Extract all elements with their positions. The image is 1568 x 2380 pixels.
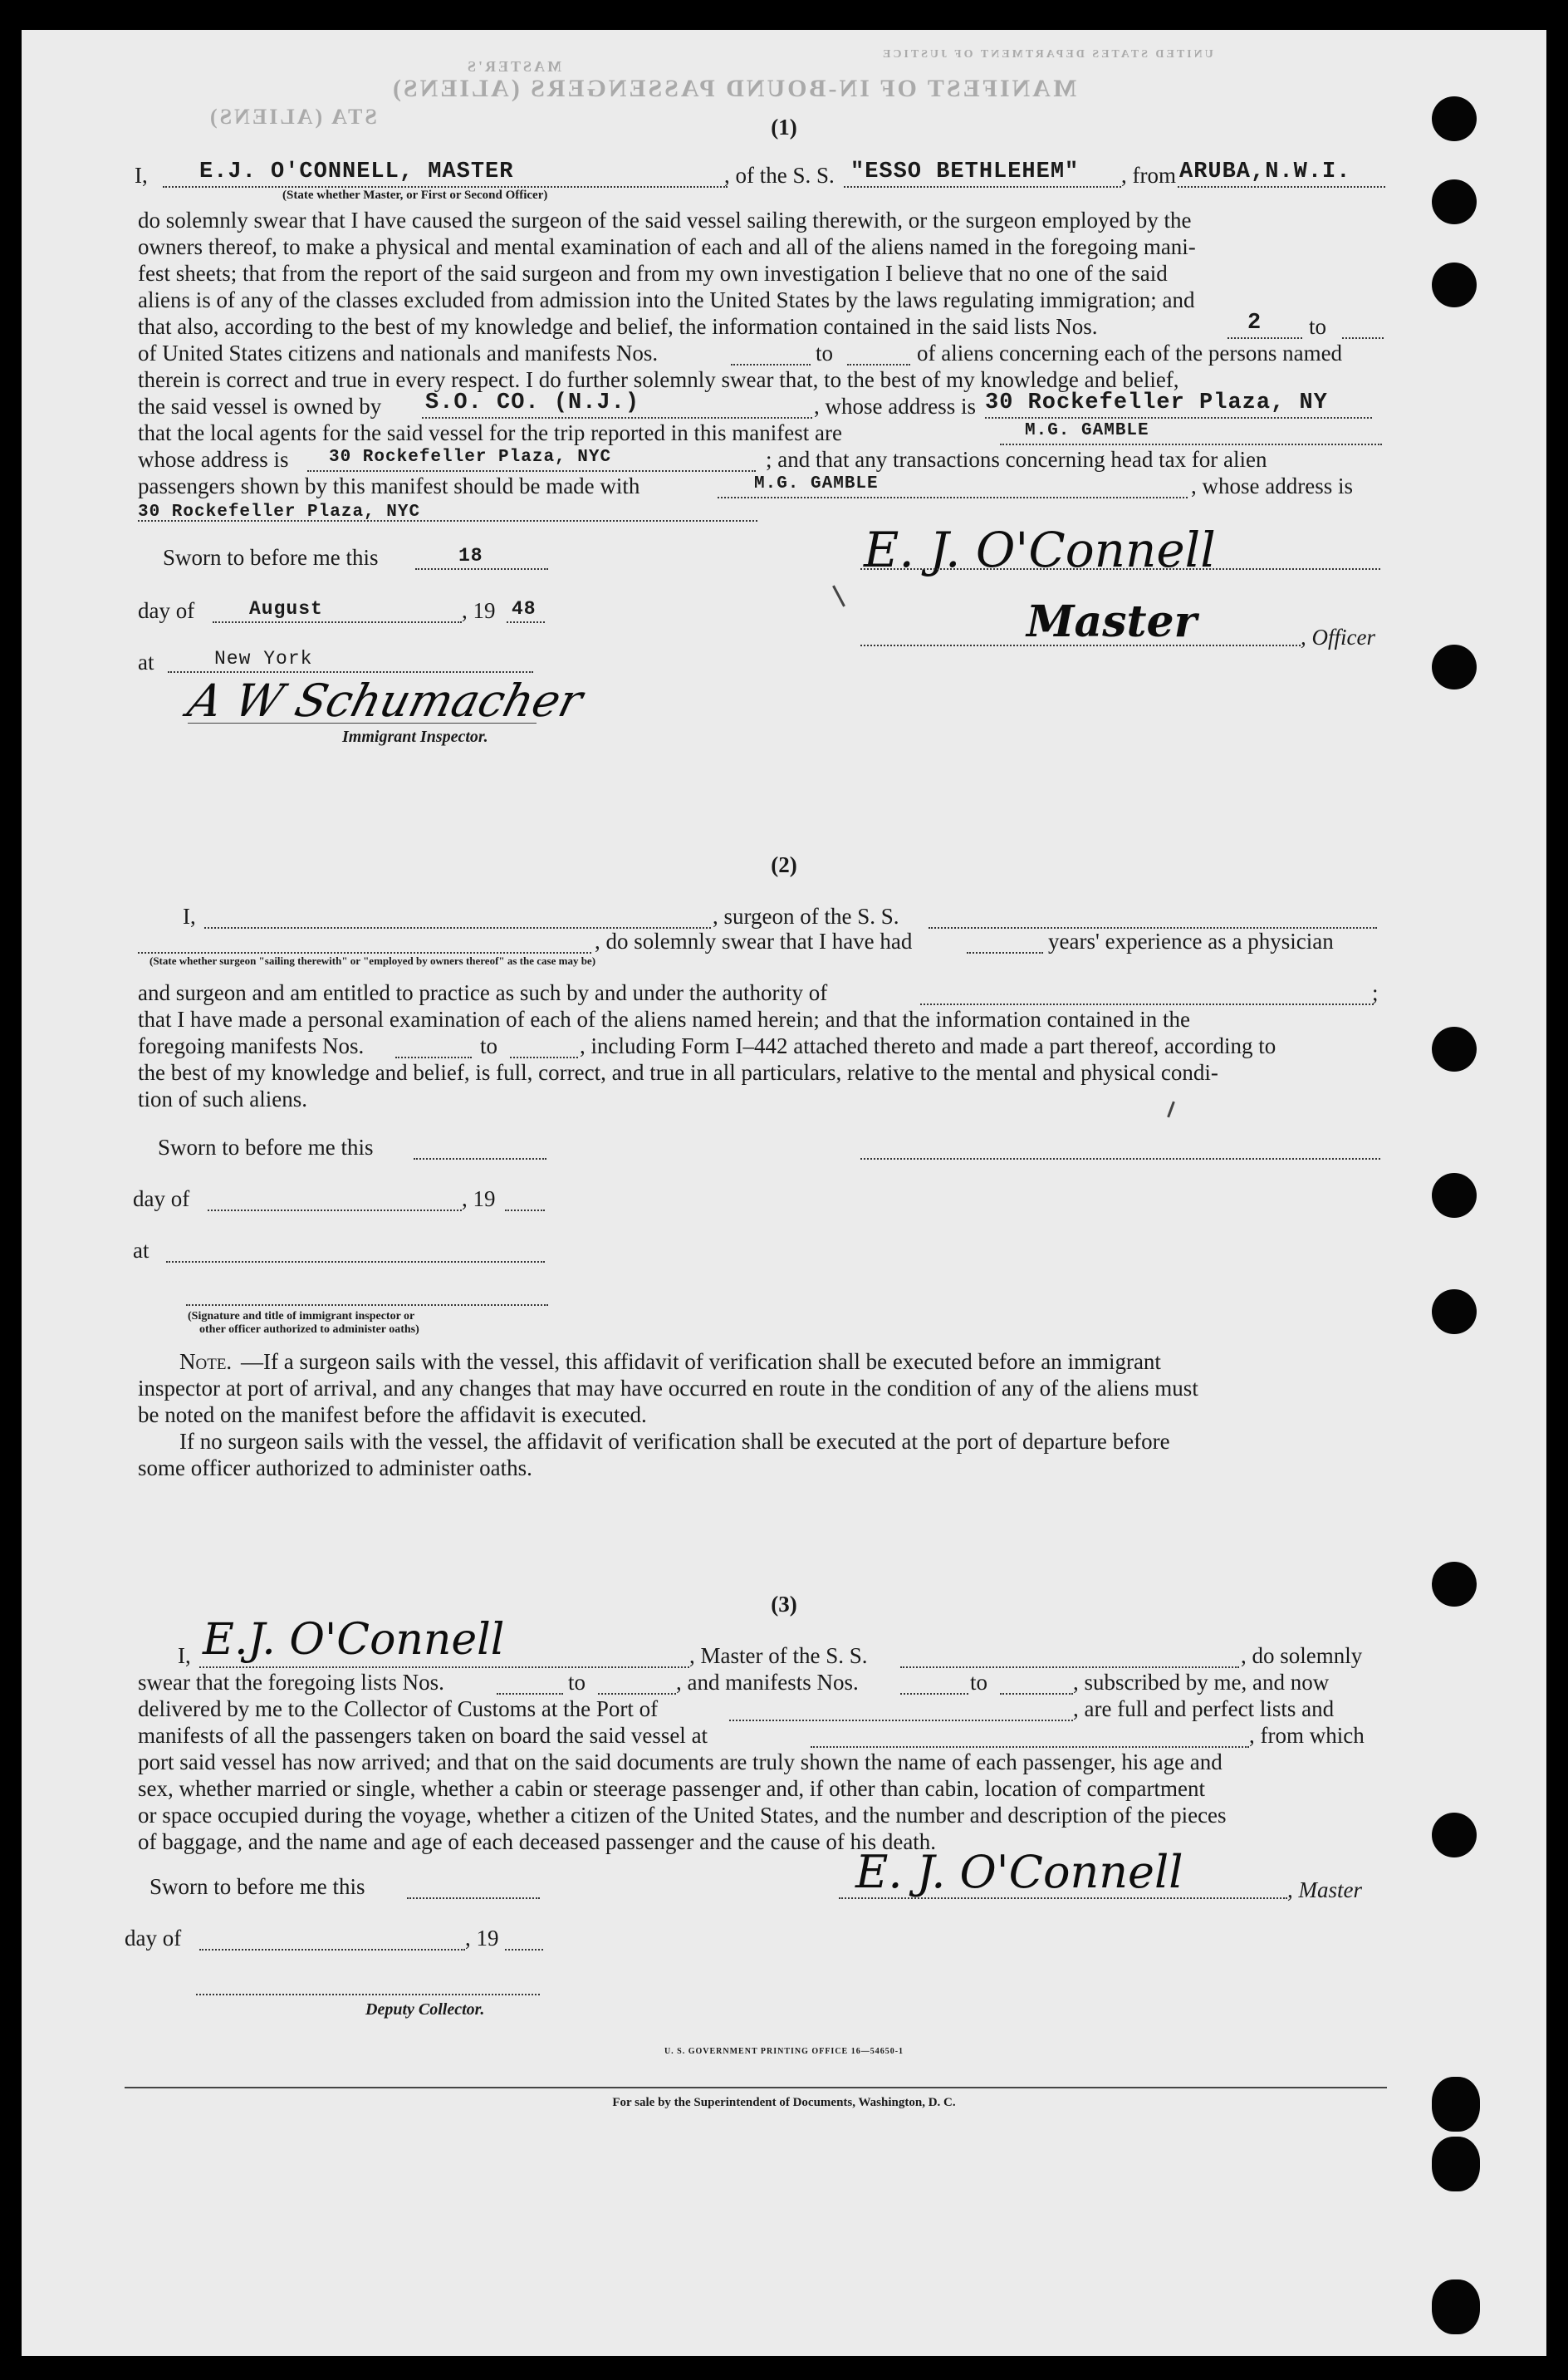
surgeon-i: I, xyxy=(183,904,196,929)
year-field: 48 xyxy=(512,598,537,620)
fill-line xyxy=(505,1949,543,1951)
binder-hole xyxy=(1432,263,1477,307)
fill-line xyxy=(415,568,548,570)
fill-line xyxy=(844,186,1121,188)
binder-hole xyxy=(1432,645,1477,689)
fill-line xyxy=(505,1210,545,1211)
from-label: , from xyxy=(1121,163,1176,188)
fill-line xyxy=(847,364,910,366)
to-label: to xyxy=(480,1033,498,1058)
fill-line xyxy=(860,568,1380,570)
fill-line xyxy=(307,470,756,472)
collector-oath-line: swear that the foregoing lists Nos. xyxy=(138,1670,444,1695)
fill-line xyxy=(166,1261,545,1263)
to-label: to xyxy=(816,341,834,366)
master-i: I, xyxy=(178,1643,191,1668)
sworn-day-field: 18 xyxy=(458,545,483,567)
oath-line: that also, according to the best of my knowledge and belief, the information contained in the said lists Nos. xyxy=(138,314,1098,339)
agent-label: that the local agents for the said vessel for the trip reported in this manifest are xyxy=(138,420,842,445)
at-label: at xyxy=(133,1238,149,1263)
year-prefix: , 19 xyxy=(462,1186,496,1211)
oath-line: of aliens concerning each of the persons named xyxy=(917,341,1343,366)
fill-line xyxy=(196,1994,540,1995)
fill-line xyxy=(1342,337,1384,339)
note-text: —If a surgeon sails with the vessel, this affidavit of verification shall be executed before an immigrant xyxy=(241,1349,1161,1374)
section-3-number: (3) xyxy=(771,1592,797,1617)
signature-note: (Signature and title of immigrant inspector or xyxy=(188,1310,415,1322)
surgeon-oath-line: , including Form I–442 attached thereto and made a part thereof, according to xyxy=(580,1033,1276,1058)
fill-line xyxy=(860,645,1301,646)
footer-rule xyxy=(125,2087,1387,2088)
fill-line xyxy=(598,1693,676,1695)
oath-line: therein is correct and true in every respect. I do further solemnly swear that, to the best of my knowledge and belief, xyxy=(138,367,1179,392)
sale-notice: For sale by the Superintendent of Documents, Washington, D. C. xyxy=(612,2096,956,2109)
fill-line xyxy=(1178,186,1385,188)
oath-line: fest sheets; that from the report of the said surgeon and from my own investigation I believe that no one of the said xyxy=(138,261,1168,286)
month-field: August xyxy=(249,598,323,620)
owner-label: the said vessel is owned by xyxy=(138,394,382,419)
fill-line xyxy=(510,1057,578,1058)
fill-line xyxy=(168,671,533,673)
agent-address-label: whose address is xyxy=(138,447,289,472)
section-1-number: (1) xyxy=(771,115,797,140)
fill-line xyxy=(199,1949,465,1951)
binder-hole xyxy=(1432,1173,1477,1218)
surgeon-note: (State whether surgeon "sailing therewith" or "employed by owners thereof" as the case may be) xyxy=(149,954,596,967)
fill-line xyxy=(860,1158,1380,1160)
note-text: be noted on the manifest before the affidavit is executed. xyxy=(138,1402,647,1427)
owner-address-field: 30 Rockefeller Plaza, NY xyxy=(985,390,1328,415)
master-signature: E.J. O'Connell xyxy=(203,1615,505,1665)
to-label: to xyxy=(970,1670,988,1695)
tax-address-field: 30 Rockefeller Plaza, NYC xyxy=(138,503,421,522)
collector-oath-line: manifests of all the passengers taken on board the said vessel at xyxy=(138,1723,708,1748)
collector-oath-line: , are full and perfect lists and xyxy=(1073,1696,1335,1721)
agent-address-field: 30 Rockefeller Plaza, NYC xyxy=(329,448,612,467)
surgeon-oath-line: and surgeon and am entitled to practice as such by and under the authority of xyxy=(138,980,828,1005)
collector-oath-line: or space occupied during the voyage, whether a citizen of the United States, and the number and description of the pieces xyxy=(138,1803,1227,1828)
fill-line xyxy=(138,520,757,522)
place-field: New York xyxy=(214,648,313,670)
departure-port-field: ARUBA,N.W.I. xyxy=(1179,159,1351,184)
oath-line: of United States citizens and nationals and manifests Nos. xyxy=(138,341,659,366)
fill-line xyxy=(731,364,811,366)
signature-line xyxy=(188,723,537,724)
binder-hole xyxy=(1432,1027,1477,1072)
fill-line xyxy=(208,1210,462,1211)
tax-agent-field: M.G. GAMBLE xyxy=(754,474,879,493)
master-name-field: E.J. O'CONNELL, MASTER xyxy=(199,159,514,184)
collector-oath-line: of baggage, and the name and age of each deceased passenger and the cause of his death. xyxy=(138,1829,937,1854)
bleed-through-dept: UNITED STATES DEPARTMENT OF JUSTICE xyxy=(880,48,1213,61)
fill-line xyxy=(900,1693,968,1695)
master-label: , Master xyxy=(1287,1877,1362,1902)
vessel-name-field: "ESSO BETHLEHEM" xyxy=(850,159,1080,184)
fill-line xyxy=(507,621,545,623)
inspector-signature: A W Schumacher xyxy=(183,675,588,727)
fill-line xyxy=(1000,444,1382,445)
fill-line xyxy=(422,417,812,419)
fill-line xyxy=(811,1746,1249,1748)
binder-hole xyxy=(1432,1813,1477,1857)
binder-hole xyxy=(1432,179,1477,224)
sworn-label: Sworn to before me this xyxy=(149,1874,365,1899)
fill-line xyxy=(186,1304,548,1306)
role-note: (State whether Master, or First or Second Officer) xyxy=(282,189,548,202)
tax-address-label: , whose address is xyxy=(1191,474,1353,498)
lists-number-field: 2 xyxy=(1247,311,1262,336)
collector-oath-line: , from which xyxy=(1249,1723,1365,1748)
binder-hole xyxy=(1432,1289,1477,1334)
fill-line xyxy=(729,1720,1073,1721)
day-of-label: day of xyxy=(138,598,195,623)
binder-hole xyxy=(1432,2279,1480,2334)
master-of-label: , Master of the S. S. xyxy=(689,1643,868,1668)
binder-hole xyxy=(1432,2137,1480,2191)
fill-line xyxy=(199,1666,689,1668)
note-text: some officer authorized to administer oaths. xyxy=(138,1455,532,1480)
semicolon: ; xyxy=(1372,980,1379,1005)
bleed-through-stamp: MASTER'S xyxy=(465,58,562,75)
fill-line xyxy=(839,1897,1287,1899)
day-of-label: day of xyxy=(133,1186,190,1211)
surgeon-of-label: , surgeon of the S. S. xyxy=(713,904,899,929)
note-label: Note. xyxy=(179,1349,233,1374)
officer-label: , Officer xyxy=(1301,625,1375,650)
bleed-through-title: MANIFEST OF IN-BOUND PASSENGERS (ALIENS) xyxy=(390,75,1077,102)
surgeon-oath-line: , do solemnly swear that I have had xyxy=(595,929,913,954)
inspector-label: Immigrant Inspector. xyxy=(342,728,488,746)
fill-line xyxy=(213,621,462,623)
year-prefix: , 19 xyxy=(462,598,496,623)
gpo-imprint: U. S. GOVERNMENT PRINTING OFFICE 16—54650-1 xyxy=(664,2047,904,2056)
note-text: If no surgeon sails with the vessel, the affidavit of verification shall be executed at the port of departure before xyxy=(179,1429,1170,1454)
fill-line xyxy=(414,1158,546,1160)
at-label: at xyxy=(138,650,154,675)
fill-line xyxy=(1227,337,1302,339)
note-text: inspector at port of arrival, and any changes that may have occurred en route in the condition of any of the aliens must xyxy=(138,1376,1198,1401)
deputy-collector-label: Deputy Collector. xyxy=(365,2000,485,2019)
collector-oath-line: , subscribed by me, and now xyxy=(1073,1670,1330,1695)
sworn-label: Sworn to before me this xyxy=(158,1135,374,1160)
fill-line xyxy=(920,1004,1374,1005)
tax-agent-label: passengers shown by this manifest should be made with xyxy=(138,474,640,498)
section-2-number: (2) xyxy=(771,852,797,877)
intro-i: I, xyxy=(135,163,148,188)
oath-line: aliens is of any of the classes excluded from admission into the United States by the laws regulating immigration; and xyxy=(138,287,1195,312)
surgeon-oath-line: the best of my knowledge and belief, is full, correct, and true in all particulars, relative to the mental and physical condi- xyxy=(138,1060,1218,1085)
owner-field: S.O. CO. (N.J.) xyxy=(425,390,640,415)
collector-oath-line: sex, whether married or single, whether a cabin or steerage passenger and, if other than cabin, location of compartment xyxy=(138,1776,1206,1801)
surgeon-oath-line: that I have made a personal examination of each of the aliens named herein; and that the information contained in the xyxy=(138,1007,1191,1032)
oath-line: ; and that any transactions concerning head tax for alien xyxy=(766,447,1267,472)
owner-address-label: , whose address is xyxy=(814,394,976,419)
oath-line: do solemnly swear that I have caused the surgeon of the said vessel sailing therewith, or the surgeon employed by the xyxy=(138,208,1192,233)
signature-note: other officer authorized to administer oaths) xyxy=(199,1323,419,1336)
master-title-handwritten: Master xyxy=(1027,596,1198,647)
fill-line xyxy=(395,1057,472,1058)
collector-oath-line: port said vessel has now arrived; and that on the said documents are truly shown the name of each passenger, his age and xyxy=(138,1749,1223,1774)
surgeon-oath-line: foregoing manifests Nos. xyxy=(138,1033,365,1058)
to-label: to xyxy=(568,1670,586,1695)
solemnly-label: , do solemnly xyxy=(1241,1643,1363,1668)
bleed-through-marks: STA (ALIENS) xyxy=(208,105,377,129)
fill-line xyxy=(1000,1693,1073,1695)
fill-line xyxy=(407,1897,540,1899)
fill-line xyxy=(497,1693,563,1695)
year-prefix: , 19 xyxy=(465,1926,499,1951)
fill-line xyxy=(718,497,1188,498)
of-ss-label: , of the S. S. xyxy=(724,163,835,188)
surgeon-oath-line: years' experience as a physician xyxy=(1048,929,1334,954)
fill-line xyxy=(900,1666,1239,1668)
day-of-label: day of xyxy=(125,1926,182,1951)
master-signature: E. J. O'Connell xyxy=(864,522,1216,578)
surgeon-oath-line: tion of such aliens. xyxy=(138,1087,307,1111)
agent-field: M.G. GAMBLE xyxy=(1025,421,1149,440)
to-label: to xyxy=(1309,314,1327,339)
master-signature: E. J. O'Connell xyxy=(855,1846,1183,1898)
collector-oath-line: , and manifests Nos. xyxy=(676,1670,859,1695)
sworn-label: Sworn to before me this xyxy=(163,545,379,570)
oath-line: owners thereof, to make a physical and mental examination of each and all of the aliens named in the foregoing mani- xyxy=(138,234,1196,259)
fill-line xyxy=(967,952,1043,954)
collector-oath-line: delivered by me to the Collector of Customs at the Port of xyxy=(138,1696,659,1721)
